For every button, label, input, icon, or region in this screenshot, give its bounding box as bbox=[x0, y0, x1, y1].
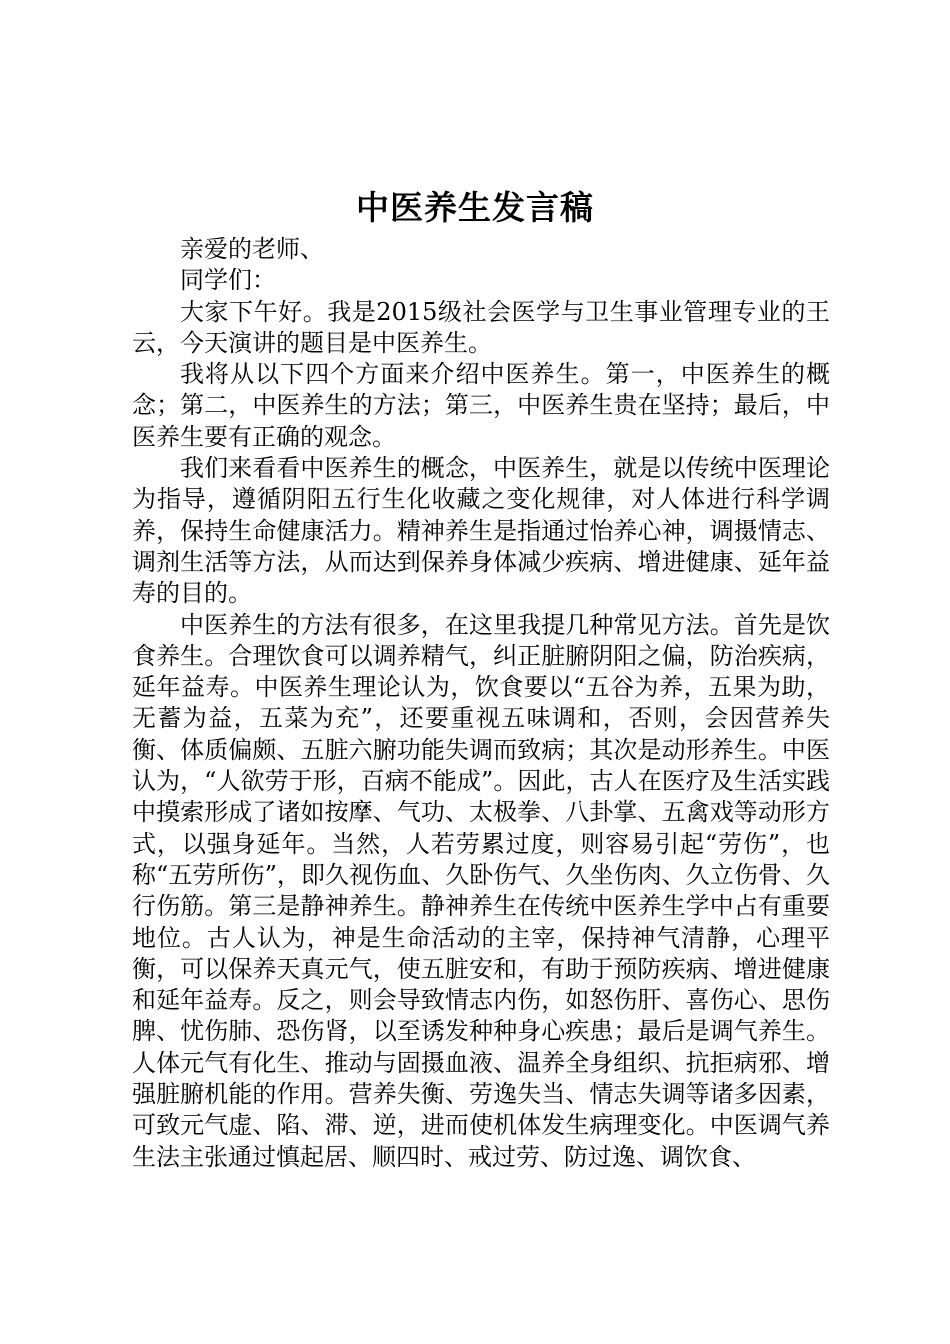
paragraph-outline: 我将从以下四个方面来介绍中医养生。第一，中医养生的概念；第二，中医养生的方法；第三，中医养生贵在坚持；最后，中医养生要有正确的观念。 bbox=[132, 360, 830, 451]
paragraph-introduction: 大家下午好。我是2015级社会医学与卫生事业管理专业的王云，今天演讲的题目是中医养生。 bbox=[132, 297, 830, 357]
salutation-teachers: 亲爱的老师、 bbox=[180, 235, 324, 263]
salutation-classmates: 同学们： bbox=[180, 266, 276, 295]
paragraph-methods: 中医养生的方法有很多，在这里我提几种常见方法。首先是饮食养生。合理饮食可以调养精气，纠正脏腑阴阳之偏，防治疾病，延年益寿。中医养生理论认为，饮食要以“五谷为养，五果为助，无蓄为益，五菜为充”，还要重视五味调和，否则，会因营养失衡、体质偏颇、五脏六腑功能失调而致病；其次是动形养生。中医认为，“人欲劳于形，百病不能成”。因此，古人在医疗及生活实践中摸索形成了诸如按摩、气功、太极拳、八卦掌、五禽戏等动形方式，以强身延年。当然，人若劳累过度，则容易引起“劳伤”，也称“五劳所伤”，即久视伤血、久卧伤气、久坐伤肉、久立伤骨、久行伤筋。第三是静神养生。静神养生在传统中医养生学中占有重要地位。古人认为，神是生命活动的主宰，保持神气清静，心理平衡，可以保养天真元气，使五脏安和，有助于预防疾病、增进健康和延年益寿。反之，则会导致情志内伤，如怒伤肝、喜伤心、思伤脾、忧伤肺、恐伤肾，以至诱发种种身心疾患；最后是调气养生。人体元气有化生、推动与固摄血液、温养全身组织、抗拒病邪、增强脏腑机能的作用。营养失衡、劳逸失当、情志失调等诸多因素，可致元气虚、陷、滞、逆，进而使机体发生病理变化。中医调气养生法主张通过慎起居、顺四时、戒过劳、防过逸、调饮食、 bbox=[132, 610, 830, 1171]
document-title: 中医养生发言稿 bbox=[356, 188, 594, 227]
paragraph-concept: 我们来看看中医养生的概念，中医养生，就是以传统中医理论为指导，遵循阴阳五行生化收藏之变化规律，对人体进行科学调养，保持生命健康活力。精神养生是指通过怡养心神，调摄情志、调剂生活等方法，从而达到保养身体减少疾病、增进健康、延年益寿的目的。 bbox=[132, 454, 830, 608]
document-body bbox=[132, 234, 830, 1173]
